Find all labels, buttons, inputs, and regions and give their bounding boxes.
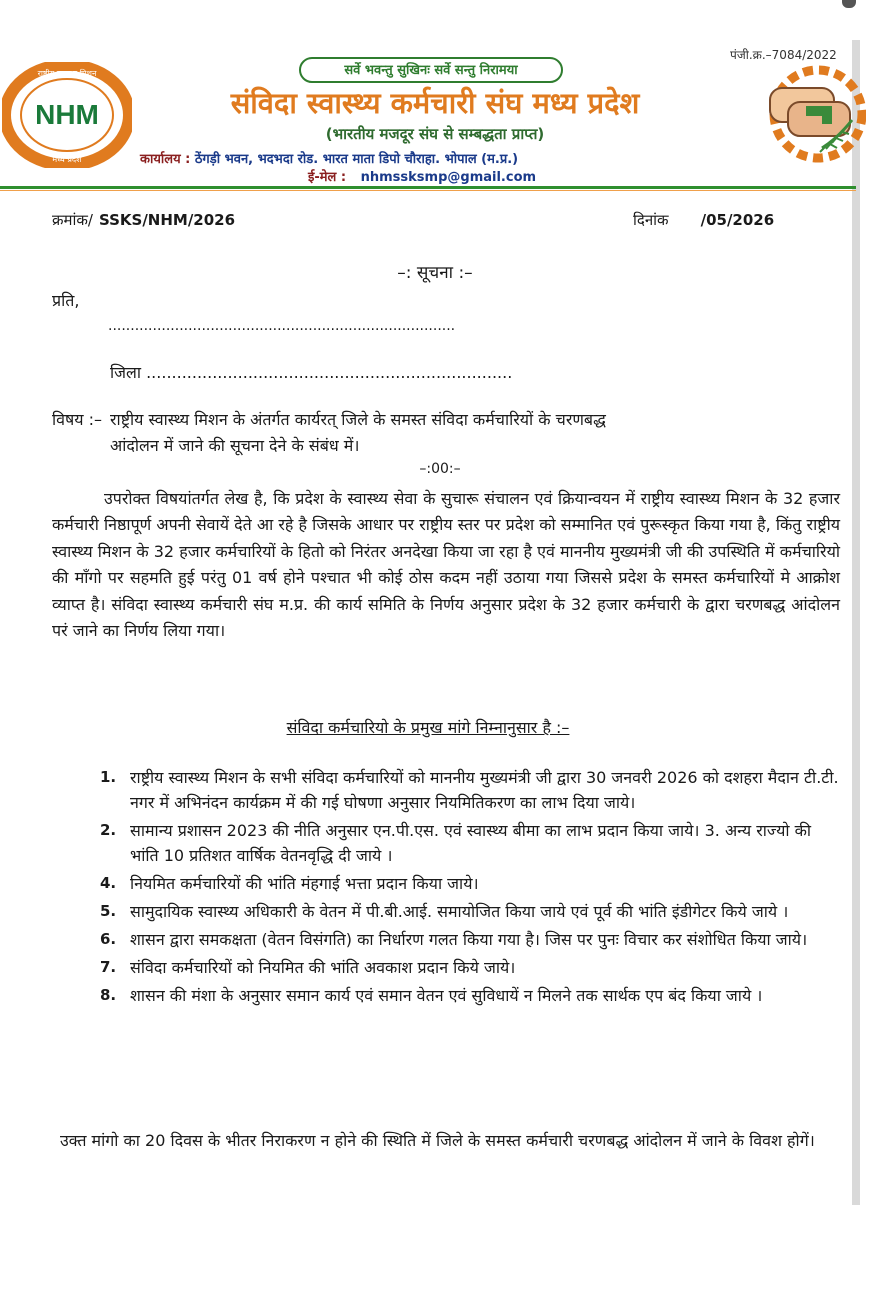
email-value: nhmssksmp@gmail.com bbox=[360, 170, 537, 185]
page-edge-shadow bbox=[852, 40, 860, 1205]
body-paragraph bbox=[52, 486, 840, 644]
list-item bbox=[100, 927, 840, 952]
item-number: 4. bbox=[100, 874, 117, 892]
recipient-district: जिला ........................................................................ bbox=[110, 363, 513, 382]
affiliation-text: (भारतीय मजदूर संघ से सम्बद्धता प्राप्त) bbox=[325, 125, 545, 143]
conclusion-text: उक्त मांगो का 20 दिवस के भीतर निराकरण न होने की स्थिति में जिले के समस्त कर्मचारी चरणबद्ध आंदोलन में जाने के विवश होगें। bbox=[60, 1131, 815, 1150]
reference-code: SSKS/NHM/2026 bbox=[98, 211, 236, 229]
office-address bbox=[140, 149, 518, 167]
item-text: सामुदायिक स्वास्थ्य अधिकारी के वेतन में पी.बी.आई. समायोजित किया जाये एवं पूर्व की भांति इंडीगेटर किये जाये । bbox=[130, 902, 789, 921]
item-text: शासन द्वारा समकक्षता (वेतन विसंगति) का निर्धारण गलत किया गया है। जिस पर पुनः विचार कर संशोधित किया जाये। bbox=[130, 930, 808, 949]
reference-number bbox=[52, 210, 235, 230]
item-number: 6. bbox=[100, 930, 117, 948]
demands-list bbox=[100, 765, 840, 1011]
logo-ring-bottom: मध्य प्रदेश bbox=[52, 155, 82, 164]
list-item bbox=[100, 983, 840, 1008]
date-label: दिनांक bbox=[633, 211, 669, 229]
list-item bbox=[100, 955, 840, 980]
item-text: सामान्य प्रशासन 2023 की नीति अनुसार एन.पी.एस. एवं स्वास्थ्य बीमा का लाभ प्रदान किया जाये। 3. अन्य राज्यो की भांति 10 प्रतिशत वार्षिक वेतनवृद्धि दी जाये । bbox=[130, 821, 812, 865]
subject-label: विषय :– bbox=[52, 410, 103, 429]
address-label: कार्यालय : bbox=[140, 152, 191, 167]
body-paragraph-text: उपरोक्त विषयांतर्गत लेख है, कि प्रदेश के स्वास्थ्य सेवा के सुचारू संचालन एवं क्रियान्वयन में राष्ट्रीय स्वास्थ्य मिशन के 32 हजार कर्मचारी निष्ठापूर्ण अपनी सेवायें देते आ रहे है जिसके आधार पर राष्ट्रीय स्तर पर प्रदेश को सम्मानित एवं पुरूस्कृत किया गया है, किंतु राष्ट्रीय स्वास्थ्य मिशन के 32 हजार कर्मचारियों के हितो को निरंतर अनदेखा किया जा रहा है एवं माननीय मुख्यमंत्री जी की उपस्थिति में कर्मचारियो की माँगो पर सहमति हुई परंतु 01 वर्ष होने पश्चात भी कोई ठोस कदम नहीं उठाया गया जिससे प्रदेश के समस्त कर्मचारियों मे आक्रोश व्याप्त है। संविदा स्वास्थ्य कर्मचारी संघ म.प्र. की कार्य समिति के निर्णय अनुसार प्रदेश के 32 हजार कर्मचारी के द्वारा चरणबद्ध आंदोलन परं जाने का निर्णय लिया गया। bbox=[52, 489, 840, 641]
item-number: 1. bbox=[100, 768, 117, 786]
item-number: 2. bbox=[100, 821, 117, 839]
item-number: 7. bbox=[100, 958, 117, 976]
item-number: 8. bbox=[100, 986, 117, 1004]
subject-line-1: राष्ट्रीय स्वास्थ्य मिशन के अंतर्गत कार्यरत् जिले के समस्त संविदा कर्मचारियों के चरणबद्ध bbox=[110, 410, 606, 429]
item-text: शासन की मंशा के अनुसार समान कार्य एवं समान वेतन एवं सुविधायें न मिलने तक सार्थक एप बंद किया जाये । bbox=[130, 986, 763, 1005]
item-text: नियमित कर्मचारियों की भांति मंहगाई भत्ता प्रदान किया जाये। bbox=[130, 874, 479, 893]
conclusion-paragraph bbox=[52, 1128, 840, 1154]
date-field bbox=[633, 210, 774, 230]
logo-text: NHM bbox=[35, 99, 99, 130]
registration-number: पंजी.क्र.–7084/2022 bbox=[730, 48, 837, 62]
corner-artifact bbox=[842, 0, 856, 8]
item-text: संविदा कर्मचारियों को नियमित की भांति अवकाश प्रदान किये जाये। bbox=[130, 958, 516, 977]
header-separator-green bbox=[0, 186, 856, 189]
recipient-prati: प्रति, bbox=[52, 291, 80, 310]
notice-title: –: सूचना :– bbox=[397, 263, 473, 283]
organization-name: संविदा स्वास्थ्य कर्मचारी संघ मध्य प्रदेश bbox=[230, 86, 640, 120]
demands-heading: संविदा कर्मचारियो के प्रमुख मांगे निम्नानुसार है :– bbox=[286, 718, 570, 737]
motto-banner: सर्वे भवन्तु सुखिनः सर्वे सन्तु निरामया bbox=[299, 57, 563, 83]
reference-label: क्रमांक/ bbox=[52, 211, 93, 229]
email-row bbox=[308, 167, 536, 185]
date-value: /05/2026 bbox=[700, 211, 775, 229]
email-label: ई-मेल : bbox=[308, 170, 347, 185]
header-separator-orange bbox=[0, 190, 856, 191]
logo-ring-top: राष्ट्रीय स्वास्थ्य मिशन bbox=[37, 69, 97, 78]
union-emblem-icon bbox=[748, 62, 866, 172]
address-value: ठेंगड़ी भवन, भदभदा रोड. भारत माता डिपो चौराहा. भोपाल (म.प्र.) bbox=[194, 152, 519, 167]
list-item bbox=[100, 818, 840, 868]
recipient-blank-line: .............................................................................. bbox=[108, 318, 456, 334]
item-number: 5. bbox=[100, 902, 117, 920]
item-text: राष्ट्रीय स्वास्थ्य मिशन के सभी संविदा कर्मचारियों को माननीय मुख्यमंत्री जी द्वारा 30 जनवरी 2026 को दशहरा मैदान टी.टी. नगर में अभिनंदन कार्यक्रम में की गई घोषणा अनुसार नियमितिकरण का लाभ दिया जाये। bbox=[130, 768, 839, 812]
section-divider: –:00:– bbox=[419, 461, 461, 477]
subject-block bbox=[52, 407, 842, 459]
nhm-logo bbox=[2, 62, 132, 168]
list-item bbox=[100, 899, 840, 924]
subject-line-2: आंदोलन में जाने की सूचना देने के संबंध में। bbox=[110, 436, 360, 455]
list-item bbox=[100, 765, 840, 815]
list-item bbox=[100, 871, 840, 896]
